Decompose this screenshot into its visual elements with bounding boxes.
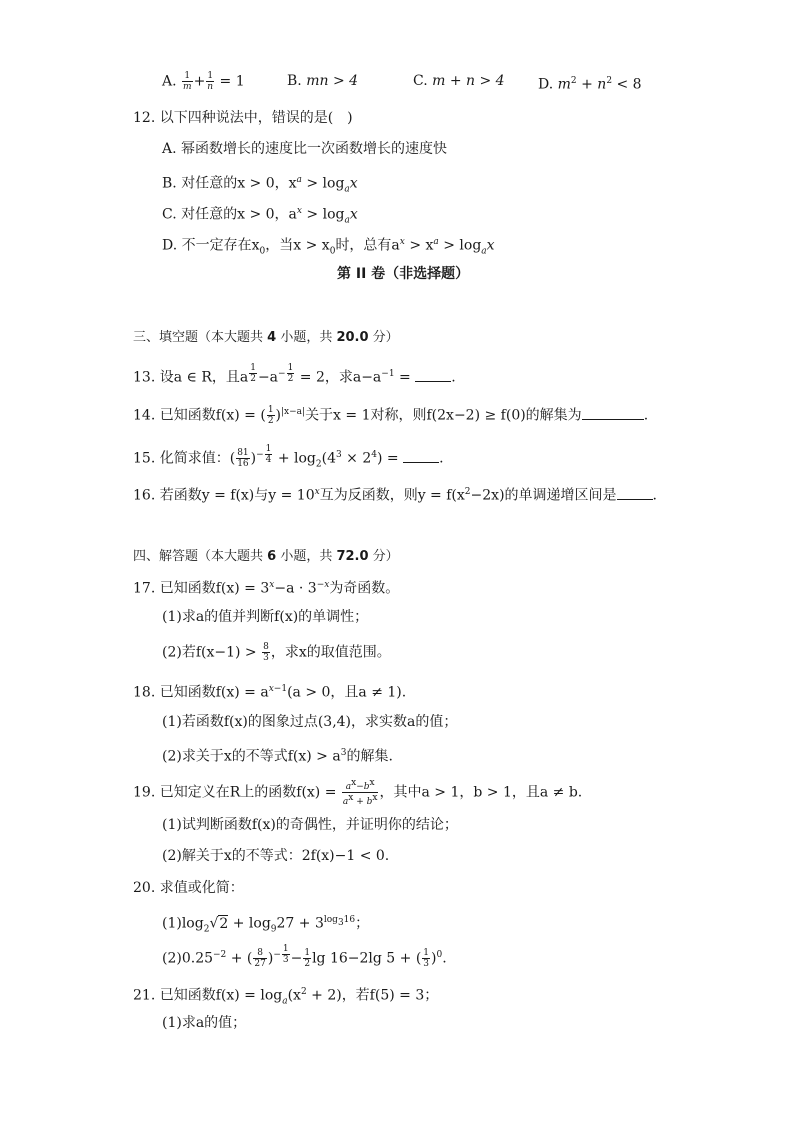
- question-19: 19. 已知定义在R上的函数f(x) = $\frac{a^x-b^x}{a^x + b^x}$ ，其中a > 1，b > 1，且a ≠ b.: [133, 778, 583, 807]
- question-20: 20. 求值或化简：: [133, 880, 244, 896]
- section-3-heading: 三、填空题（本大题共 4 小题，共 20.0 分）: [133, 330, 399, 345]
- question-13: 13. 设a ∈ R，且a $^{\frac{1}{2}}$ $-a^{- \frac{1}{2}}$ = 2，求$a-a^{-1}$ = .: [133, 363, 456, 386]
- q19-part-2: (2)解关于x的不等式：2f(x)−1 < 0.: [162, 848, 390, 864]
- question-15: 15. 化简求值：( $\frac{81}{16}$ )$^{- \frac{1}{4}}$ + $\log_2(4^3 \times 2^4)$ = .: [133, 444, 444, 470]
- q11-option-d: D. $m^2 + n^2 < 8$: [538, 76, 642, 93]
- q21-part-1: (1)求a的值；: [162, 1015, 247, 1031]
- q20-part-2: $(2)0.25^{-2}$ + ( $\frac{8}{27}$ )$^{- \frac{1}{3}}$ − $\frac{1}{2}$ lg 16−2lg 5 + ( $\frac{1}{3}$ )$^0$.: [162, 944, 447, 970]
- part-2-title: 第 II 卷（非选择题）: [337, 266, 470, 282]
- section-4-heading: 四、解答题（本大题共 6 小题，共 72.0 分）: [133, 549, 399, 564]
- q17-part-1: (1)求a的值并判断f(x)的单调性；: [162, 609, 369, 625]
- q12-option-c: C. 对任意的x > 0，$a^x > \log_ax$: [162, 206, 358, 226]
- answer-blank[interactable]: [403, 448, 439, 463]
- q17-part-2: (2)若f(x−1) > $\frac{8}{3}$ ，求x的取值范围。: [162, 642, 391, 663]
- q19-part-1: (1)试判断函数f(x)的奇偶性，并证明你的结论；: [162, 817, 458, 833]
- question-21: 21. 已知函数$f(x) = \log_a(x^2 + 2)$，若f(5) = 3；: [133, 987, 439, 1007]
- q12-option-d: D. 不一定存在$x_0$，当$x > x_0$时，总有$a^x > x^a > \log_ax$: [162, 237, 495, 257]
- answer-blank[interactable]: [415, 367, 451, 382]
- q11-option-c: C. m + n > 4: [413, 73, 505, 89]
- question-17: 17. 已知函数$f(x) = 3^x-a \cdot 3^{-x}$为奇函数。: [133, 580, 400, 597]
- q18-part-1: (1)若函数f(x)的图象过点(3,4)，求实数a的值；: [162, 714, 458, 730]
- q18-part-2: (2)求关于x的不等式$f(x) > a^3$的解集.: [162, 748, 393, 765]
- q11-option-a: A. $\frac{1}{m}$ + $\frac{1}{n}$ = 1: [162, 71, 245, 92]
- question-18: 18. 已知函数$f(x) = a^{x-1}(a > 0$，且a ≠ 1).: [133, 684, 407, 701]
- q11-option-b: B. mn > 4: [287, 73, 359, 89]
- question-12-stem: 12. 以下四种说法中，错误的是( ): [133, 110, 353, 126]
- q12-option-b: B. 对任意的x > 0，$x^a > \log_ax$: [162, 175, 358, 195]
- answer-blank[interactable]: [617, 485, 653, 500]
- question-14: 14. 已知函数f(x) = ( $\frac{1}{2}$ )$^{|x-a|}$关于x = 1对称，则f(2x−2) ≥ f(0)的解集为 .: [133, 405, 649, 427]
- question-16: 16. 若函数y = f(x)与$y = 10^x$互为反函数，则$y = f(x^2-2x)$的单调递增区间是 .: [133, 482, 657, 506]
- q12-option-a: A. 幂函数增长的速度比一次函数增长的速度快: [162, 141, 448, 157]
- answer-blank[interactable]: [582, 405, 644, 420]
- q20-part-1: $(1)\log_2√2 + \log_927 + 3^{log_316}$；: [162, 915, 370, 935]
